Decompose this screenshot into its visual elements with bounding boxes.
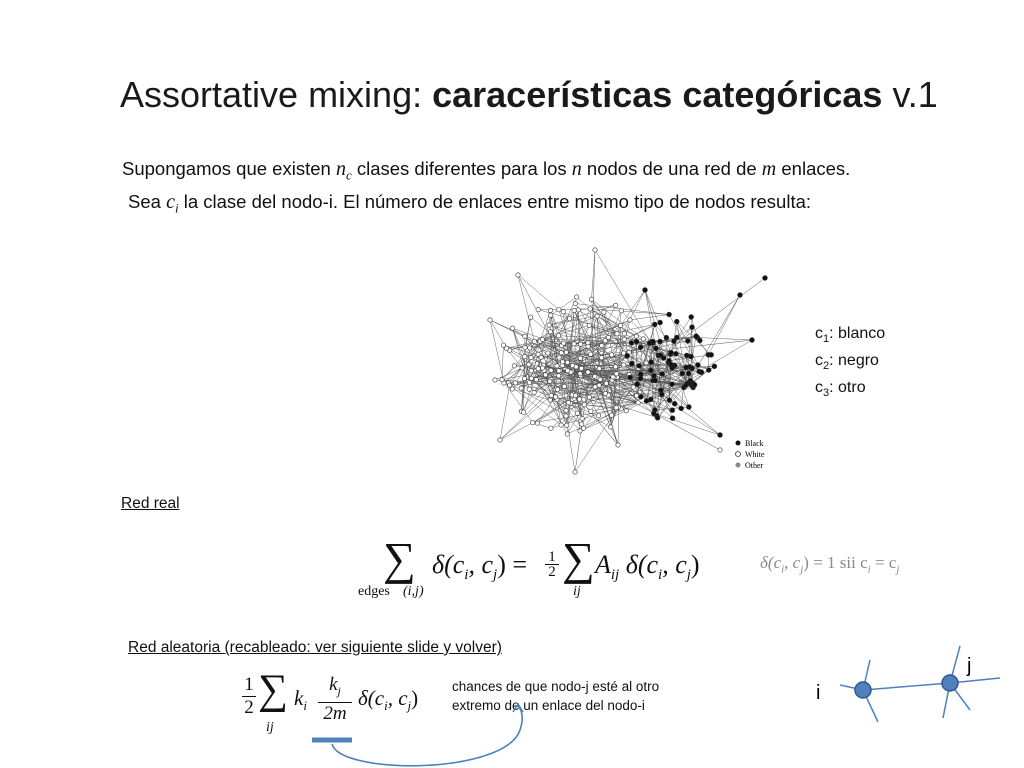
network-node-white bbox=[596, 414, 600, 418]
network-node-black bbox=[689, 315, 694, 320]
sum-index-ij: (i,j) bbox=[403, 584, 424, 599]
network-node-white bbox=[634, 394, 638, 398]
network-node-white bbox=[547, 323, 551, 327]
network-node-black bbox=[637, 363, 642, 368]
network-node-white bbox=[527, 362, 531, 366]
network-node-black bbox=[763, 276, 768, 281]
annotation-arrow bbox=[300, 700, 540, 768]
network-node-black bbox=[669, 362, 674, 367]
network-node-white bbox=[553, 395, 557, 399]
network-node-white bbox=[546, 351, 550, 355]
class-legend bbox=[815, 323, 885, 405]
network-node-white bbox=[528, 346, 532, 350]
network-node-black bbox=[690, 325, 695, 330]
network-node-white bbox=[578, 372, 582, 376]
network-node-white bbox=[539, 355, 543, 359]
network-node-black bbox=[650, 339, 655, 344]
network-edge bbox=[500, 396, 551, 441]
network-node-white bbox=[576, 308, 580, 312]
network-node-white bbox=[593, 385, 597, 389]
network-node-white bbox=[634, 334, 638, 338]
title-suffix: v.1 bbox=[882, 74, 938, 115]
network-node-white bbox=[557, 308, 561, 312]
network-node-white bbox=[548, 308, 552, 312]
legend-other-label: Other bbox=[745, 461, 764, 470]
sum-label-edges: edges bbox=[358, 584, 390, 599]
network-node-white bbox=[599, 356, 603, 360]
network-node-white bbox=[615, 332, 619, 336]
network-node-white bbox=[614, 406, 618, 410]
network-node-white bbox=[579, 366, 583, 370]
network-node-white bbox=[555, 364, 559, 368]
network-node-white bbox=[622, 332, 626, 336]
network-node-black bbox=[712, 364, 717, 369]
network-node-white bbox=[580, 416, 584, 420]
network-node-white bbox=[616, 443, 620, 447]
network-node-white bbox=[573, 470, 577, 474]
network-node-black bbox=[660, 392, 665, 397]
red-aleatoria-label: Red aleatoria (recableado: ver siguiente slide y volver) bbox=[128, 639, 502, 656]
network-node-white bbox=[609, 425, 613, 429]
network-node-black bbox=[674, 319, 679, 324]
network-node-black bbox=[660, 372, 665, 377]
network-node-white bbox=[559, 423, 563, 427]
sum-symbol: ∑ bbox=[383, 533, 416, 584]
network-node-white bbox=[609, 413, 613, 417]
network-node-black bbox=[684, 365, 689, 370]
class-legend-item: $c_3$: otro bbox=[815, 379, 866, 400]
network-edge bbox=[621, 290, 645, 326]
node-j-label: j bbox=[967, 655, 972, 677]
network-node-white bbox=[586, 341, 590, 345]
network-node-white bbox=[565, 432, 569, 436]
network-node-white bbox=[543, 373, 547, 377]
network-node-black bbox=[655, 415, 660, 420]
network-node-white bbox=[598, 377, 602, 381]
network-node-white bbox=[527, 381, 531, 385]
network-legend bbox=[736, 439, 765, 470]
arrow-head bbox=[513, 704, 523, 712]
network-node-white bbox=[573, 301, 577, 305]
network-node-black bbox=[658, 353, 663, 358]
network-node-black bbox=[670, 408, 675, 413]
network-node-white bbox=[560, 360, 564, 364]
network-node-white bbox=[529, 369, 533, 373]
network-node-white bbox=[488, 318, 492, 322]
network-node-white bbox=[513, 381, 517, 385]
network-node-black bbox=[638, 376, 643, 381]
network-node-black bbox=[628, 375, 633, 380]
network-node-white bbox=[555, 387, 559, 391]
network-node-white bbox=[589, 409, 593, 413]
network-node-black bbox=[750, 338, 755, 343]
network-node-white bbox=[521, 410, 525, 414]
formula-assortativity-real bbox=[355, 533, 735, 610]
legend-other-dot bbox=[736, 463, 741, 468]
node-i-label: i bbox=[816, 682, 821, 704]
network-node-white bbox=[597, 366, 601, 370]
network-node-black bbox=[709, 352, 714, 357]
node-link-diagram bbox=[800, 640, 1010, 740]
legend-black-label: Black bbox=[745, 439, 764, 448]
network-edge bbox=[490, 320, 504, 383]
network-node-white bbox=[573, 393, 577, 397]
network-node-white bbox=[527, 387, 531, 391]
network-node-black bbox=[654, 346, 659, 351]
class-legend-item: $c_1$: blanco bbox=[815, 325, 886, 346]
network-node-white bbox=[559, 351, 563, 355]
network-node-white bbox=[536, 367, 540, 371]
network-node-white bbox=[582, 403, 586, 407]
note-line-1: chances de que nodo-j esté al otro bbox=[452, 679, 660, 694]
network-edge bbox=[708, 295, 740, 355]
network-node-black bbox=[658, 320, 663, 325]
network-node-white bbox=[580, 422, 584, 426]
intro-line-2: Sea $c_i$ la clase del nodo-i. El número de enlaces entre mismo tipo de nodos resulta: bbox=[128, 190, 812, 216]
network-node-white bbox=[549, 426, 553, 430]
network-node-white bbox=[641, 337, 645, 341]
network-node-white bbox=[566, 369, 570, 373]
network-node-white bbox=[588, 307, 592, 311]
network-node-black bbox=[638, 345, 643, 350]
network-node-white bbox=[619, 309, 623, 313]
network-node-black bbox=[698, 338, 703, 343]
network-node-white bbox=[548, 330, 552, 334]
network-node-black bbox=[694, 334, 699, 339]
network-edge bbox=[518, 275, 534, 341]
network-node-black bbox=[687, 405, 692, 410]
network-node-black bbox=[634, 339, 639, 344]
network-node-white bbox=[564, 414, 568, 418]
network-node-white bbox=[622, 337, 626, 341]
network-node-white bbox=[529, 315, 533, 319]
network-node-white bbox=[522, 376, 526, 380]
network-node-white bbox=[581, 426, 585, 430]
network-node-white bbox=[523, 355, 527, 359]
network-node-black bbox=[679, 406, 684, 411]
red-real-label: Red real bbox=[121, 495, 180, 512]
sum-symbol-3: ∑ bbox=[258, 667, 288, 713]
node-j bbox=[942, 675, 958, 691]
network-node-black bbox=[664, 335, 669, 340]
network-edge bbox=[592, 250, 596, 299]
network-node-black bbox=[658, 339, 663, 344]
network-node-white bbox=[548, 379, 552, 383]
network-node-black bbox=[635, 382, 640, 387]
network-node-white bbox=[622, 363, 626, 367]
network-node-black bbox=[667, 312, 672, 317]
title-bold: caracerísticas categóricas bbox=[432, 74, 883, 115]
network-node-black bbox=[689, 354, 694, 359]
network-edge bbox=[697, 338, 752, 341]
network-node-black bbox=[699, 370, 704, 375]
network-node-white bbox=[567, 317, 571, 321]
network-figure bbox=[470, 240, 780, 485]
network-node-black bbox=[643, 288, 648, 293]
network-node-black bbox=[675, 335, 680, 340]
network-node-white bbox=[593, 248, 597, 252]
network-node-white bbox=[532, 390, 536, 394]
network-node-white bbox=[577, 397, 581, 401]
network-node-white bbox=[520, 366, 524, 370]
network-node-white bbox=[519, 386, 523, 390]
network-node-white bbox=[587, 323, 591, 327]
title-normal: Assortative mixing: bbox=[120, 74, 433, 115]
delta-expression-2: $\delta(c_i$, $c_j$) bbox=[358, 686, 419, 714]
network-node-black bbox=[738, 293, 743, 298]
network-node-white bbox=[636, 401, 640, 405]
network-node-black bbox=[652, 374, 657, 379]
network-edge bbox=[551, 310, 552, 370]
network-node-black bbox=[669, 350, 674, 355]
network-node-white bbox=[500, 377, 504, 381]
network-node-white bbox=[614, 372, 618, 376]
network-node-black bbox=[670, 416, 675, 421]
network-node-white bbox=[549, 393, 553, 397]
network-node-white bbox=[589, 352, 593, 356]
network-node-white bbox=[516, 273, 520, 277]
network-node-white bbox=[561, 341, 565, 345]
network-node-white bbox=[529, 376, 533, 380]
legend-white-label: White bbox=[745, 450, 765, 459]
network-node-white bbox=[557, 369, 561, 373]
network-node-black bbox=[625, 353, 630, 358]
network-node-white bbox=[549, 368, 553, 372]
sum-symbol-2: ∑ bbox=[562, 533, 595, 584]
network-node-white bbox=[575, 295, 579, 299]
network-node-white bbox=[613, 365, 617, 369]
network-node-black bbox=[653, 378, 658, 383]
legend-black-dot bbox=[736, 441, 741, 446]
adjacency-delta-expression: $A_{ij}$ $\delta(c_i$, $c_j$) bbox=[595, 550, 700, 584]
network-edge bbox=[672, 340, 752, 349]
network-node-black bbox=[652, 322, 657, 327]
network-node-white bbox=[628, 318, 632, 322]
network-node-white bbox=[564, 408, 568, 412]
network-node-white bbox=[534, 378, 538, 382]
network-node-white bbox=[624, 409, 628, 413]
note-line-2: extremo de un enlace del nodo-i bbox=[452, 698, 645, 713]
network-node-black bbox=[667, 398, 672, 403]
network-node-black bbox=[685, 339, 690, 344]
network-node-black bbox=[706, 368, 711, 373]
network-node-black bbox=[686, 371, 691, 376]
sum-index-ij-3: ij bbox=[266, 720, 274, 735]
node-i bbox=[855, 682, 871, 698]
network-node-white bbox=[557, 374, 561, 378]
network-node-white bbox=[536, 307, 540, 311]
network-node-white bbox=[512, 364, 516, 368]
network-node-black bbox=[630, 361, 635, 366]
network-node-black bbox=[649, 360, 654, 365]
network-node-black bbox=[683, 383, 688, 388]
network-node-white bbox=[508, 383, 512, 387]
network-node-white bbox=[549, 313, 553, 317]
network-node-white bbox=[602, 310, 606, 314]
network-node-black bbox=[629, 340, 634, 345]
network-node-white bbox=[523, 334, 527, 338]
network-node-white bbox=[600, 343, 604, 347]
network-node-white bbox=[611, 375, 615, 379]
network-node-white bbox=[493, 378, 497, 382]
network-node-white bbox=[586, 370, 590, 374]
network-node-white bbox=[618, 323, 622, 327]
network-node-white bbox=[587, 395, 591, 399]
network-node-white bbox=[595, 314, 599, 318]
ki-term: $k_i$ bbox=[294, 686, 307, 714]
network-node-white bbox=[529, 355, 533, 359]
network-node-white bbox=[589, 297, 593, 301]
network-node-white bbox=[498, 438, 502, 442]
network-node-white bbox=[603, 391, 607, 395]
network-node-white bbox=[523, 345, 527, 349]
network-node-black bbox=[718, 433, 723, 438]
network-node-white bbox=[501, 343, 505, 347]
intro-line-1: Supongamos que existen $n_c$ clases diferentes para los n nodos de una red de m enlaces. bbox=[122, 158, 851, 183]
delta-expression-1: $\delta(c_i$, $c_j$) = bbox=[432, 550, 528, 584]
network-node-white bbox=[574, 365, 578, 369]
network-node-white bbox=[603, 339, 607, 343]
network-node-white bbox=[561, 310, 565, 314]
network-node-black bbox=[692, 382, 697, 387]
network-node-white bbox=[579, 342, 583, 346]
network-node-black bbox=[639, 395, 644, 400]
network-node-white bbox=[540, 337, 544, 341]
network-node-white bbox=[565, 360, 569, 364]
network-node-black bbox=[659, 388, 664, 393]
network-node-black bbox=[674, 351, 679, 356]
network-node-black bbox=[670, 382, 675, 387]
sum-index-ij-2: ij bbox=[573, 584, 581, 599]
network-node-white bbox=[510, 387, 514, 391]
network-node-white bbox=[510, 326, 514, 330]
network-node-black bbox=[648, 368, 653, 373]
network-node-black bbox=[672, 401, 677, 406]
network-node-white bbox=[562, 384, 566, 388]
network-edge bbox=[673, 278, 765, 346]
network-node-black bbox=[651, 411, 656, 416]
network-node-white bbox=[610, 353, 614, 357]
kronecker-delta-definition: $\delta(c_i$, $c_j) = 1$ sii $c_i = c_j$ bbox=[760, 553, 900, 576]
network-node-white bbox=[548, 398, 552, 402]
network-node-white bbox=[531, 421, 535, 425]
class-legend-item: $c_2$: negro bbox=[815, 352, 879, 373]
network-node-white bbox=[572, 342, 576, 346]
network-node-white bbox=[578, 356, 582, 360]
network-edges bbox=[490, 250, 765, 472]
network-node-white bbox=[575, 411, 579, 415]
network-node-white bbox=[572, 308, 576, 312]
network-node-white bbox=[604, 381, 608, 385]
curved-arrow bbox=[332, 706, 522, 766]
network-node-white bbox=[540, 366, 544, 370]
fraction-kj-2m: $k_j$ 2m bbox=[318, 674, 352, 725]
network-node-white bbox=[566, 400, 570, 404]
network-node-black bbox=[680, 371, 685, 376]
slide-title bbox=[120, 74, 938, 116]
network-node-white bbox=[593, 374, 597, 378]
network-node-black bbox=[696, 363, 701, 368]
network-node-white bbox=[556, 334, 560, 338]
fraction-half-2: 1 2 bbox=[242, 674, 256, 719]
legend-white-dot bbox=[736, 452, 741, 457]
intro-text bbox=[122, 156, 850, 221]
network-node-white bbox=[614, 303, 618, 307]
network-node-black bbox=[648, 397, 653, 402]
network-node-white bbox=[718, 448, 722, 452]
network-node-white bbox=[565, 423, 569, 427]
fraction-half: 1 2 bbox=[545, 550, 559, 579]
edge-i-j bbox=[863, 683, 950, 690]
network-node-white bbox=[535, 421, 539, 425]
network-node-white bbox=[631, 385, 635, 389]
network-node-white bbox=[532, 339, 536, 343]
